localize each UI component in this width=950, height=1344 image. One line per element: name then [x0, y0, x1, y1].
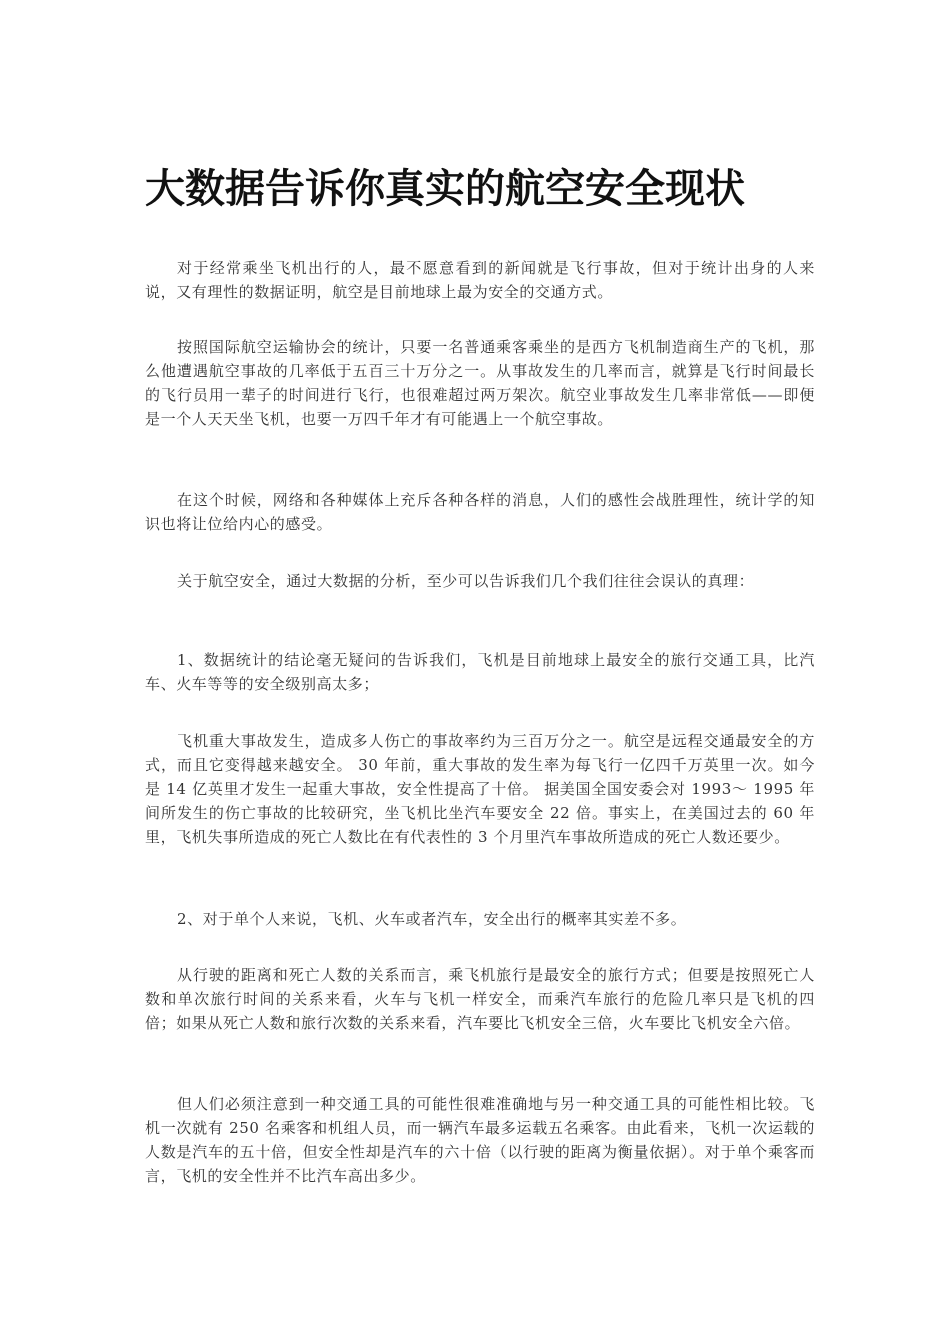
document-title: 大数据告诉你真实的航空安全现状 [145, 166, 745, 212]
paragraph-accident-rate: 飞机重大事故发生，造成多人伤亡的事故率约为三百万分之一。航空是远程交通最安全的方式，而且它变得越来越安全。 30 年前，重大事故的发生率为每飞行一亿四千万英里一次。如今是 14 亿英里才发生一起重大事故，安全性提高了十倍。 据美国全国安委会对 1993～ 1995 年间所发生的伤亡事故的比较研究，坐飞机比坐汽车要安全 22 倍。事实上，在美国过去的 60 年里，飞机失事所造成的死亡人数比在有代表性的 3 个月里汽车事故所造成的死亡人数还要少。 [145, 732, 815, 846]
paragraph-intro: 对于经常乘坐飞机出行的人，最不愿意看到的新闻就是飞行事故，但对于统计出身的人来说，又有理性的数据证明，航空是目前地球上最为安全的交通方式。 [145, 259, 815, 301]
paragraph-truths-intro: 关于航空安全，通过大数据的分析，至少可以告诉我们几个我们往往会误认的真理： [177, 572, 755, 590]
paragraph-media-emotion: 在这个时候，网络和各种媒体上充斥各种各样的消息，人们的感性会战胜理性，统计学的知识也将让位给内心的感受。 [145, 491, 815, 533]
paragraph-point-2: 2、对于单个人来说，飞机、火车或者汽车，安全出行的概率其实差不多。 [177, 910, 687, 928]
paragraph-point-1: 1、数据统计的结论毫无疑问的告诉我们，飞机是目前地球上最安全的旅行交通工具，比汽车、火车等等的安全级别高太多； [145, 651, 815, 693]
paragraph-capacity-comparison: 但人们必须注意到一种交通工具的可能性很难准确地与另一种交通工具的可能性相比较。飞机一次就有 250 名乘客和机组人员，而一辆汽车最多运载五名乘客。由此看来，飞机一次运载的人数是汽车的五十倍，但安全性却是汽车的六十倍（以行驶的距离为衡量依据）。对于单个乘客而言，飞机的安全性并不比汽车高出多少。 [145, 1095, 815, 1185]
paragraph-iata-statistics: 按照国际航空运输协会的统计，只要一名普通乘客乘坐的是西方飞机制造商生产的飞机，那么他遭遇航空事故的几率低于五百三十万分之一。从事故发生的几率而言，就算是飞行时间最长的飞行员用一辈子的时间进行飞行，也很难超过两万架次。航空业事故发生几率非常低——即便是一个人天天坐飞机，也要一万四千年才有可能遇上一个航空事故。 [145, 338, 815, 428]
paragraph-distance-comparison: 从行驶的距离和死亡人数的关系而言，乘飞机旅行是最安全的旅行方式；但要是按照死亡人数和单次旅行时间的关系来看，火车与飞机一样安全，而乘汽车旅行的危险几率只是飞机的四倍；如果从死亡人数和旅行次数的关系来看，汽车要比飞机安全三倍，火车要比飞机安全六倍。 [145, 966, 815, 1032]
